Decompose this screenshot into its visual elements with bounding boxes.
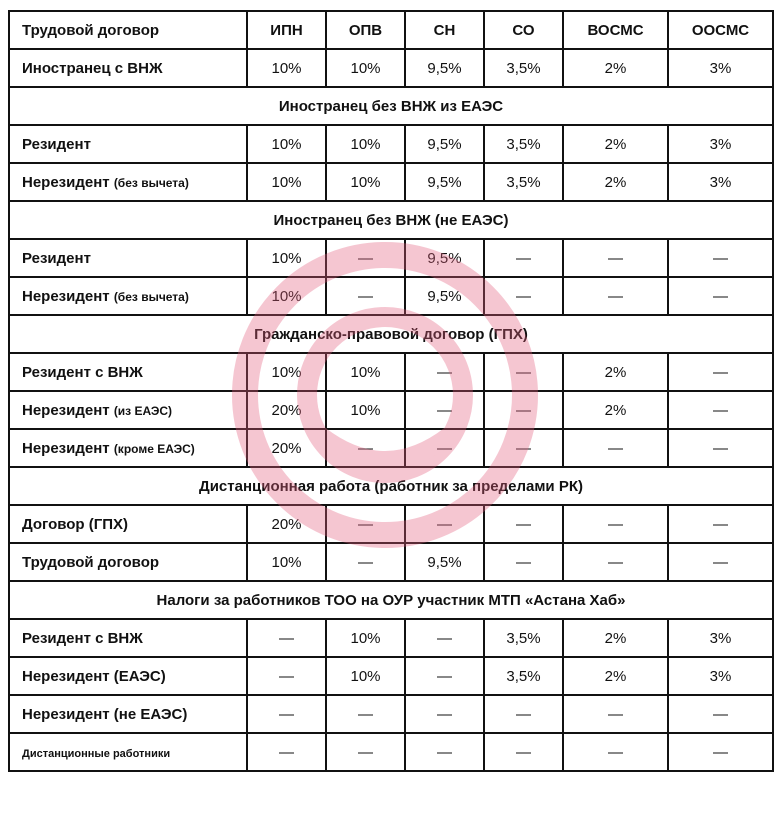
cell-sn: — [405,505,484,543]
cell-vosms: — [563,543,668,581]
row-label [9,163,247,201]
cell-opv: 10% [326,125,405,163]
cell-ipn: 10% [247,239,326,277]
cell-oosms: 3% [668,657,773,695]
table-row [9,733,773,771]
cell-ipn: 20% [247,429,326,467]
row-label-note: (кроме ЕАЭС) [113,441,195,456]
header-row-label: Трудовой договор [9,11,247,49]
row-label [9,429,247,467]
cell-oosms: — [668,429,773,467]
cell-ipn: 10% [247,543,326,581]
cell-opv: — [326,429,405,467]
row-label-text: Трудовой договор [22,553,160,571]
cell-so: — [484,695,563,733]
table-row [9,657,773,695]
cell-so: 3,5% [484,619,563,657]
cell-vosms: — [563,733,668,771]
cell-opv: 10% [326,49,405,87]
cell-oosms: — [668,277,773,315]
cell-so: — [484,733,563,771]
table-row [9,429,773,467]
row-label [9,619,247,657]
section-title: Налоги за работников ТОО на ОУР участник МТП «Астана Хаб» [9,581,773,619]
row-label-text: Резидент [22,249,91,267]
cell-vosms: 2% [563,619,668,657]
row-label [9,391,247,429]
cell-oosms: 3% [668,619,773,657]
cell-vosms: 2% [563,49,668,87]
cell-opv: 10% [326,391,405,429]
cell-oosms: — [668,695,773,733]
cell-ipn: 20% [247,505,326,543]
cell-ipn: 10% [247,277,326,315]
row-label [9,695,247,733]
row-label-text: Резидент [22,135,91,153]
cell-so: — [484,505,563,543]
section-title: Иностранец без ВНЖ из ЕАЭС [9,87,773,125]
cell-ipn: — [247,733,326,771]
table-row [9,619,773,657]
cell-opv: — [326,695,405,733]
cell-sn: — [405,695,484,733]
cell-opv: — [326,239,405,277]
cell-opv: — [326,733,405,771]
cell-oosms: — [668,353,773,391]
cell-opv: 10% [326,619,405,657]
cell-oosms: — [668,505,773,543]
row-label-text: Нерезидент [22,287,110,305]
row-label [9,353,247,391]
cell-sn: 9,5% [405,49,484,87]
row-label [9,657,247,695]
table-header-row [9,11,773,49]
cell-ipn: — [247,619,326,657]
section-header-row [9,87,773,125]
section-title: Гражданско-правовой договор (ГПХ) [9,315,773,353]
cell-sn: 9,5% [405,125,484,163]
row-label [9,733,247,771]
cell-so: 3,5% [484,125,563,163]
table-row [9,277,773,315]
row-label-text: Резидент с ВНЖ [22,363,143,381]
cell-oosms: 3% [668,163,773,201]
table-row [9,125,773,163]
row-label [9,125,247,163]
row-label-text: Нерезидент (ЕАЭС) [22,667,166,685]
cell-ipn: 10% [247,125,326,163]
header-col-opv: ОПВ [326,11,405,49]
cell-sn: 9,5% [405,163,484,201]
cell-sn: — [405,619,484,657]
cell-opv: 10% [326,163,405,201]
cell-oosms: 3% [668,49,773,87]
table-row [9,543,773,581]
cell-ipn: 10% [247,49,326,87]
row-label [9,239,247,277]
cell-ipn: 10% [247,163,326,201]
cell-so: 3,5% [484,657,563,695]
row-label [9,49,247,87]
section-header-row [9,581,773,619]
row-label [9,505,247,543]
cell-vosms: 2% [563,353,668,391]
cell-ipn: — [247,657,326,695]
cell-opv: 10% [326,657,405,695]
cell-ipn: 10% [247,353,326,391]
row-label [9,277,247,315]
section-title: Иностранец без ВНЖ (не ЕАЭС) [9,201,773,239]
cell-oosms: — [668,733,773,771]
cell-vosms: — [563,429,668,467]
cell-vosms: — [563,277,668,315]
cell-sn: — [405,353,484,391]
cell-oosms: — [668,543,773,581]
cell-sn: — [405,429,484,467]
section-header-row [9,467,773,505]
header-col-oosms: ООСМС [668,11,773,49]
cell-vosms: 2% [563,391,668,429]
cell-opv: — [326,277,405,315]
row-label-text: Нерезидент [22,439,110,457]
header-col-so: СО [484,11,563,49]
cell-vosms: — [563,505,668,543]
header-col-vosms: ВОСМС [563,11,668,49]
cell-opv: — [326,543,405,581]
cell-vosms: 2% [563,125,668,163]
cell-ipn: — [247,695,326,733]
header-col-ipn: ИПН [247,11,326,49]
row-label-text: Нерезидент (не ЕАЭС) [22,705,188,723]
cell-opv: — [326,505,405,543]
header-col-sn: СН [405,11,484,49]
cell-so: — [484,543,563,581]
row-label-text: Нерезидент [22,401,110,419]
cell-so: 3,5% [484,163,563,201]
cell-vosms: 2% [563,657,668,695]
cell-so: — [484,429,563,467]
row-label-note: (без вычета) [113,175,189,190]
cell-so: — [484,391,563,429]
table-row [9,49,773,87]
table-row [9,163,773,201]
cell-sn: — [405,391,484,429]
row-label-text: Нерезидент [22,173,110,191]
row-label-text: Дистанционные работники [22,747,171,760]
cell-sn: — [405,733,484,771]
cell-oosms: — [668,391,773,429]
cell-vosms: — [563,695,668,733]
tax-table-container [8,10,772,772]
cell-sn: — [405,657,484,695]
row-label-note: (без вычета) [113,289,189,304]
table-row [9,391,773,429]
cell-so: 3,5% [484,49,563,87]
row-label-text: Договор (ГПХ) [22,515,129,533]
table-row [9,239,773,277]
table-row [9,695,773,733]
cell-so: — [484,353,563,391]
cell-oosms: 3% [668,125,773,163]
row-label-text: Резидент с ВНЖ [22,629,143,647]
row-label [9,543,247,581]
section-header-row [9,315,773,353]
cell-oosms: — [668,239,773,277]
cell-vosms: 2% [563,163,668,201]
cell-opv: 10% [326,353,405,391]
section-title: Дистанционная работа (работник за пределами РК) [9,467,773,505]
cell-sn: 9,5% [405,239,484,277]
section-header-row [9,201,773,239]
row-label-note: (из ЕАЭС) [113,403,173,418]
row-label-text: Иностранец с ВНЖ [22,59,163,77]
cell-so: — [484,239,563,277]
tax-rates-table [8,10,774,772]
cell-sn: 9,5% [405,277,484,315]
cell-so: — [484,277,563,315]
cell-ipn: 20% [247,391,326,429]
table-row [9,353,773,391]
cell-sn: 9,5% [405,543,484,581]
table-row [9,505,773,543]
cell-vosms: — [563,239,668,277]
